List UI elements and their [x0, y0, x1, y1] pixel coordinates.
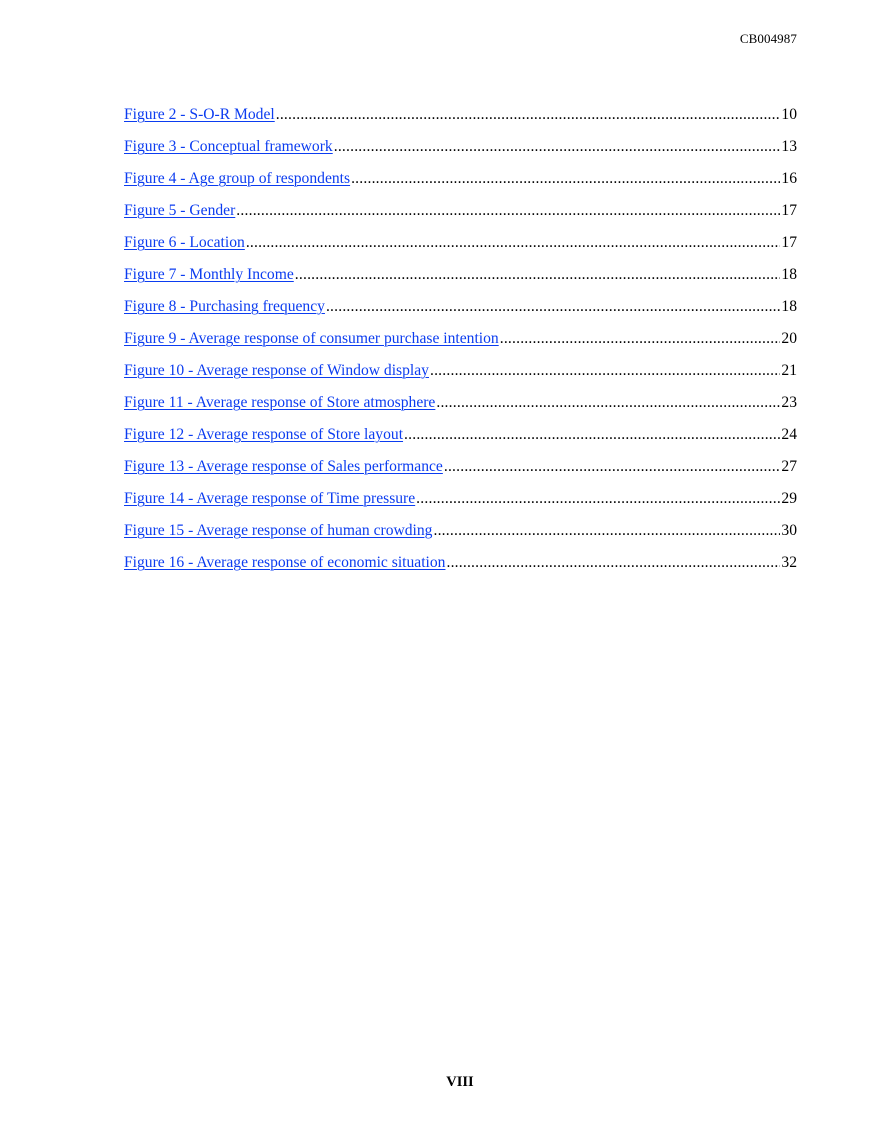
- toc-entry: [124, 360, 797, 392]
- toc-entry: [124, 520, 797, 552]
- toc-page-number: 27: [781, 458, 797, 475]
- toc-entry: [124, 136, 797, 168]
- toc-entry: [124, 328, 797, 360]
- toc-link[interactable]: Figure 6 - Location: [124, 234, 245, 251]
- dot-leader: [246, 232, 781, 254]
- toc-page-number: 24: [781, 426, 797, 443]
- toc-page-number: 17: [781, 202, 797, 219]
- toc-page-number: 17: [781, 234, 797, 251]
- toc-link[interactable]: Figure 13 - Average response of Sales performance: [124, 458, 443, 475]
- toc-page-number: 10: [781, 106, 797, 123]
- toc-link[interactable]: Figure 7 - Monthly Income: [124, 266, 294, 283]
- dot-leader: [351, 168, 780, 190]
- toc-entry: [124, 200, 797, 232]
- toc-page-number: 21: [781, 362, 797, 379]
- toc-link[interactable]: Figure 3 - Conceptual framework: [124, 138, 333, 155]
- dot-leader: [295, 264, 781, 286]
- toc-link[interactable]: Figure 5 - Gender: [124, 202, 236, 219]
- toc-page-number: 23: [781, 394, 797, 411]
- toc-entry: [124, 552, 797, 584]
- dot-leader: [404, 424, 780, 446]
- toc-page-number: 13: [781, 138, 797, 155]
- page-number: VIII: [446, 1074, 474, 1090]
- toc-entry: [124, 488, 797, 520]
- toc-entry: [124, 296, 797, 328]
- toc-link[interactable]: Figure 9 - Average response of consumer purchase intention: [124, 330, 499, 347]
- toc-link[interactable]: Figure 11 - Average response of Store atmosphere: [124, 394, 436, 411]
- table-of-figures: [124, 104, 797, 584]
- toc-link[interactable]: Figure 2 - S-O-R Model: [124, 106, 275, 123]
- dot-leader: [326, 296, 780, 318]
- toc-entry: [124, 264, 797, 296]
- dot-leader: [500, 328, 781, 350]
- toc-link[interactable]: Figure 15 - Average response of human crowding: [124, 522, 433, 539]
- toc-page-number: 29: [781, 490, 797, 507]
- dot-leader: [433, 520, 780, 542]
- toc-page-number: 32: [781, 554, 797, 571]
- toc-entry: [124, 456, 797, 488]
- toc-entry: [124, 424, 797, 456]
- toc-page-number: 20: [781, 330, 797, 347]
- dot-leader: [436, 392, 780, 414]
- toc-entry: [124, 392, 797, 424]
- dot-leader: [334, 136, 781, 158]
- dot-leader: [276, 104, 781, 126]
- dot-leader: [416, 488, 780, 510]
- toc-page-number: 30: [781, 522, 797, 539]
- toc-page-number: 18: [781, 266, 797, 283]
- document-id: CB004987: [739, 31, 797, 46]
- toc-link[interactable]: Figure 14 - Average response of Time pressure: [124, 490, 416, 507]
- toc-link[interactable]: Figure 12 - Average response of Store layout: [124, 426, 404, 443]
- toc-entry: [124, 232, 797, 264]
- toc-link[interactable]: Figure 16 - Average response of economic situation: [124, 554, 446, 571]
- dot-leader: [446, 552, 780, 574]
- dot-leader: [430, 360, 780, 382]
- toc-page-number: 18: [781, 298, 797, 315]
- toc-link[interactable]: Figure 4 - Age group of respondents: [124, 170, 351, 187]
- toc-link[interactable]: Figure 10 - Average response of Window display: [124, 362, 429, 379]
- toc-entry: [124, 104, 797, 136]
- toc-entry: [124, 168, 797, 200]
- toc-page-number: 16: [781, 170, 797, 187]
- dot-leader: [236, 200, 780, 222]
- dot-leader: [444, 456, 781, 478]
- toc-link[interactable]: Figure 8 - Purchasing frequency: [124, 298, 325, 315]
